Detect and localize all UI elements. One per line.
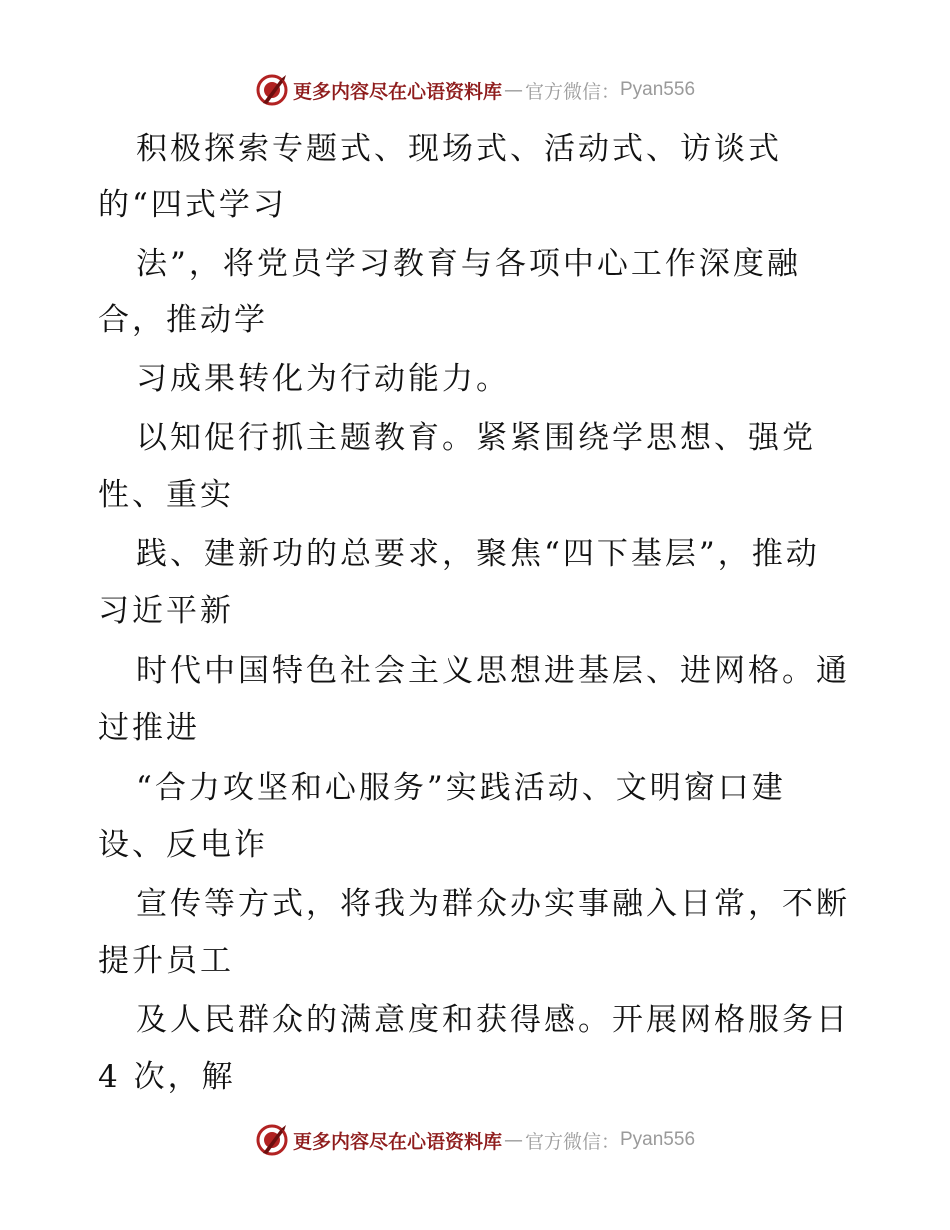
text-line: 4 次，解 [98,1059,236,1095]
wechat-label: 官方微信： [524,1130,620,1153]
text-line: 提升员工 [98,943,234,979]
text-line: 宣传等方式，将我为群众办实事融入日常，不断 [136,886,850,922]
banner-separator: — [503,1129,523,1151]
text-line: 及人民群众的满意度和获得感。开展网格服务日 [136,1002,850,1038]
quill-seal-icon [255,1123,289,1157]
text-line: 积极探索专题式、现场式、活动式、访谈式 [136,131,782,167]
text-line: 过推进 [98,710,200,746]
text-line: 习近平新 [98,593,234,629]
wechat-id: Pyan556 [620,1129,696,1150]
text-line: 的“四式学习 [98,187,287,223]
footer-banner [0,1120,950,1160]
text-line: 法”，将党员学习教育与各项中心工作深度融 [136,246,801,282]
text-line: “合力攻坚和心服务”实践活动、文明窗口建 [136,770,786,806]
text-line: 践、建新功的总要求，聚焦“四下基层”，推动 [136,536,820,572]
wechat-label: 官方微信： [524,80,620,103]
text-line: 合，推动学 [98,302,268,338]
brand-name: 更多内容尽在心语资料库 [292,80,502,103]
text-line: 设、反电诈 [98,827,268,863]
brand-name: 更多内容尽在心语资料库 [292,1130,502,1153]
text-line: 习成果转化为行动能力。 [136,361,510,397]
text-line: 性、重实 [98,477,234,513]
wechat-id: Pyan556 [620,79,696,100]
text-line: 以知促行抓主题教育。紧紧围绕学思想、强党 [136,420,816,456]
text-line: 时代中国特色社会主义思想进基层、进网格。通 [136,653,850,689]
banner-separator: — [503,79,523,101]
